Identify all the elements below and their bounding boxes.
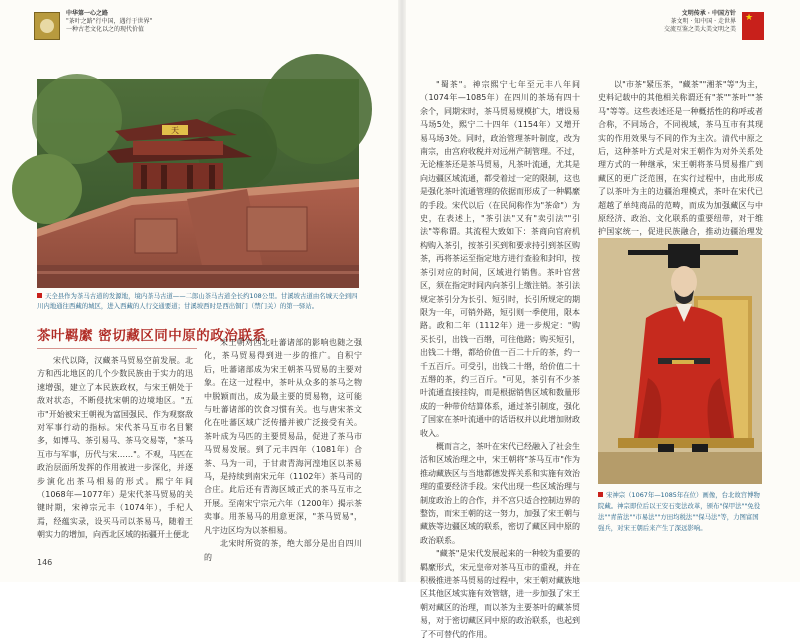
section-title: 茶叶羁縻 密切藏区同中原的政治联系 bbox=[37, 328, 267, 344]
header-left-line-2: "茶叶之路"行中国，遇行于世界" bbox=[66, 18, 153, 25]
header-right-line-2: 茶文明 · 知中国 · 走世界 bbox=[670, 18, 736, 25]
col3-paragraph-2: 概而言之，茶叶在宋代已经融入了社会生活和区域治理之中，宋王朝将"茶马互市"作为推动藏族区与当地都德发挥关系和实施有效治理的重要经济手段。宋代出现一些区域治理与制度政治上的合作，并不宫只适合控制边界的整饬，而宋王朝的这一努力，加强了宋王朝与藏族等边疆区域的联系，密切了藏区同中原的政治联系。 bbox=[420, 441, 580, 545]
text-column-3 bbox=[420, 78, 580, 639]
header-left-line-3: 一种古老文化以之的现代价值 bbox=[66, 26, 145, 33]
col2-paragraph-1: 宋王朝对西北吐蕃诸部的影响也随之强化，茶马贸易得到进一步的推广。自积宁后，吐蕃诸部成为宋王朝茶马贸易的主要对象。在这一过程中，茶叶从众多的茶马之物中脱颖而出，成为最主要的贸易物，这可能与吐蕃诸部的饮食习惯有关。也与唐宋茶文化在吐蕃区域广泛传播并被广泛接受有关。茶叶成为马匹的主要贸易品，促进了茶马市马贸易发展。到了元丰四年（1081年）合茶、马为一司，于甘肃青海河湟地区以茶易马，是持续到南宋元年（1102年）茶马司的合庄。此后还有青海区域正式的茶马互市之开展。至南宋宁宗元六年（1200年）揭示茶卖事。用茶易马的用意更深，"茶马贸易"，凡宇边区均为以茶相易。 bbox=[204, 338, 362, 535]
header-left-text bbox=[66, 10, 152, 34]
flag-icon bbox=[742, 12, 764, 40]
header-right-line-1: 文明传承 · 中国方针 bbox=[681, 10, 736, 17]
text-column-4 bbox=[598, 78, 763, 237]
emblem-icon bbox=[34, 12, 60, 40]
header-right-text bbox=[664, 10, 736, 34]
portrait-caption: 宋神宗（1067年—1085年在位）画像，台北故宫博物院藏。神宗即位后以王安石变法改革，颁布"保甲法""免役法""青苗法""市易法""方田均税法""保马法"等，力图富国强兵，对宋王朝后来产生了深远影响。 bbox=[598, 490, 764, 534]
temple-photo bbox=[37, 79, 359, 288]
emperor-portrait-illustration bbox=[598, 238, 762, 484]
col3-paragraph-3: "藏茶"是宋代发展起来的一种较为重要的羁縻形式，宋元皇帝对茶马互市的重视，并在积极推进茶马贸易的过程中，宋王朝对藏族地区其他区域实施有效管辖，进一步加强了宋王朝对藏区的治理，而以茶为主要茶叶的藏茶贸易，对于密切藏区同中原的政治联系，也起到了不可替代的作用。 bbox=[420, 549, 580, 639]
page-number: 146 bbox=[37, 558, 53, 567]
page-gutter bbox=[398, 0, 406, 582]
section-title-rule bbox=[37, 348, 197, 349]
header-left bbox=[34, 10, 174, 46]
col3-paragraph-1: "蜀茶"。神宗熙宁七年至元丰八年间（1074年—1085年）在四川的茶场有四十余个，同期宋时，茶马贸易规模扩大，增设易马场5处，熙宁二十四年（1154年）又增开易马场3处。同时，政治管理茶叶制度，改为南宗，由宫府收税并对远州产制管理。不过，无论榷茶还是茶马贸易，凡茶叶流通，尤其是向边疆区域流通，都受着过一定的限制，这也是强化茶叶流通管理的依据而形成了一种羁縻的手段。宋代以后（在民间称作为"茶命"）为史，在表述上，"茶引法"又有"卖引法""引法"等称谓。其流程大致如下：茶商向官府机构购入茶引，按茶引买到和要求持引到茶区购茶，再将茶运至指定地方进行查验和封印，按茶引对应的时间，区域进行销售。茶叶官营区，须在指定时间内向茶引上缴注销。茶引法规定茶引分为长引、短引时，长引所规定的期限为一年，可销外路，短引则一季使用，限本路。政和二年（1112年）进一步规定："购买长引，出钱一百缗，可往他路；购买短引，出钱二十缗，都给价值一百二十斤的茶，约一千五百斤。可受引，出钱二十缗，给价值二十五缗的茶，约三百斤。"可见，茶引有不少茶叶流通直接挂钩，而是根据销售区域和数量形成的一种带价结算体系，通过茶引制度，强化了国家在茶叶流通中的话语权并以此增加财政收入。 bbox=[420, 80, 580, 438]
photo-caption: 天全县作为茶马古道的发源地，境内茶马古道——二郎山茶马古道全长约108公里。甘溪坡古道由名城天全到四川内地通往西藏的城区，进入西藏的人行交通要道；甘溪坡西时是西出铜门（禁门关）的第一驿站。 bbox=[37, 292, 358, 310]
header-right-line-3: 交流互鉴之美大美文明之美 bbox=[663, 26, 736, 33]
col4-paragraph-1: 以"市茶"紧压茶，"藏茶""湘茶"等"为主，史料记载中的其他相关称谓还有"茶""茶叶""茶马"等等。这些表述还是一种概括性的称呼或者合称，不同场合，不同视域，茶马互市有其现实的作用效果与不同的作为主次。清代中原之后，这种茶叶方式是对宋王朝作为对外关系处理方式的一种继承，宋王朝将茶马贸易推广到藏区的更广泛范围，在实行过程中，由此形成了以茶叶为主的边疆治理模式，茶叶在宋代已超越了单纯商品的范畴，而成为加强藏区与中原经济、政治、文化联系的重要纽带，对于维护国家统一，促进民族融合，推动边疆治理发 bbox=[598, 80, 763, 237]
emperor-portrait bbox=[598, 238, 762, 484]
col2-paragraph-2: 北宋时所资的茶，绝大部分是出自四川的 bbox=[204, 539, 362, 562]
header-right bbox=[624, 10, 764, 46]
col1-paragraph-1: 宋代以降，汉藏茶马贸易空前发展。北方和西北地区的几个少数民族由于实力的迅速增强，建立了本民族政权，与宋王朝处于敌对状态，不断侵扰宋朝的边境地区。"五市"开始被宋王朝视为富国强民、作为观察敌对军事行动的指标。宋代茶马互市名目繁多，如博马、茶引易马、茶马交易等，"茶马互市与军事，历代与宋……"。不观，马匹在政治层面所发挥的作用被进一步深化，并逐步演化出茶马相易的形式。熙宁年间（1068年—1077年）是宋代茶马贸易的关键时期，宋神宗元丰（1074年），手杞人焉，经蕴实录，设买马司以茶易马，随着王朝实力的增加，向西北区域的拓疆开土便北 bbox=[37, 356, 193, 540]
text-column-2 bbox=[204, 336, 362, 562]
temple-photo-illustration bbox=[37, 79, 359, 288]
plaque-text: 天 bbox=[171, 126, 179, 135]
header-left-line-1: 中华第一心之路 bbox=[66, 10, 109, 17]
text-column-1 bbox=[37, 354, 193, 554]
